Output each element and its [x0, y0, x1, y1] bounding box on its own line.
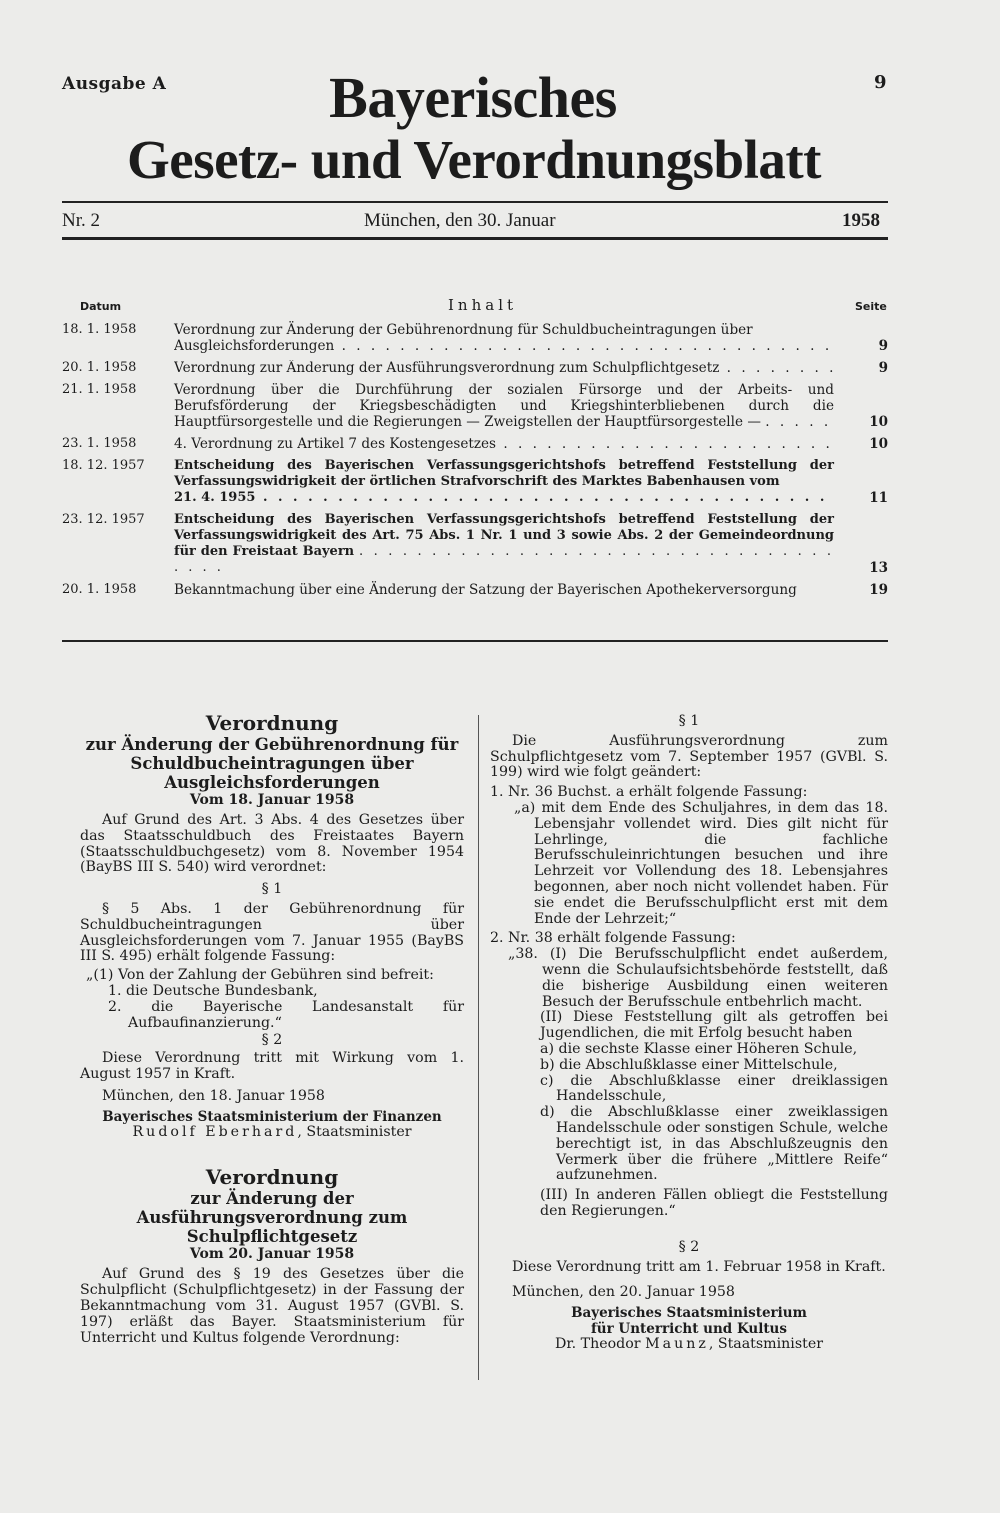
right-column: [490, 712, 888, 1353]
article1-ministry: Bayerisches Staatsministerium der Finanzen: [102, 1108, 442, 1125]
toc-entry-page: 9: [878, 360, 888, 376]
article2-title: Verordnung: [205, 1165, 339, 1190]
article2-section1-heading: § 1: [678, 713, 700, 729]
article1-section2-text: Diese Verordnung tritt mit Wirkung vom 1. August 1957 in Kraft.: [80, 1050, 464, 1082]
article2-list-b: b) die Abschlußklasse einer Mittelschule,: [540, 1056, 838, 1073]
masthead-rule-top: [62, 201, 888, 203]
article1-section1-text: § 5 Abs. 1 der Gebührenordnung für Schuldbucheintragungen über Ausgleichsforderungen vom 7. Januar 1955 (BayBS III S. 495) erhält folgende Fassung:: [80, 900, 464, 965]
article2-point1a: „a) mit dem Ende des Schuljahres, in dem das 18. Lebensjahr vollendet wird. Dies gilt nicht für Lehrlinge, die fachliche Berufsschuleinrichtungen besuchen und ihre Lehrzeit vor Vollendung des 18. Lebensjahres begonnen, aber noch nicht vollendet haben. Für sie endet die Berufsschulpflicht erst mit dem Ende der Lehrzeit;“: [514, 799, 888, 927]
toc-entry-page: 9: [878, 338, 888, 354]
toc-entry-date: 23. 1. 1958: [62, 436, 137, 451]
toc-entry-date: 18. 12. 1957: [62, 458, 145, 473]
toc-entry: [62, 436, 892, 452]
toc-entry-page: 13: [869, 560, 888, 576]
masthead-title-line2: Gesetz- und Verordnungsblatt: [127, 129, 821, 190]
article2-point38-3: (III) In anderen Fällen obliegt die Feststellung den Regierungen.“: [540, 1187, 888, 1219]
table-of-contents: [62, 322, 892, 604]
toc-entry-text: Entscheidung des Bayerischen Verfassungsgerichtshofs betreffend Feststellung der Verfassungswidrigkeit der örtlichen Strafvorschrift des Marktes Babenhausen vom 21. 4. 1955 . . .: [174, 458, 834, 506]
toc-entry-text: Verordnung über die Durchführung der sozialen Fürsorge und der Arbeits- und Berufsförderung der Kriegsbeschädigten und Kriegshinterbliebenen durch die Hauptfürsorgestelle und die Regierungen — Zweigstellen der Hauptfürsorgestelle — . . . . .: [174, 382, 834, 430]
article1-item2: 2. die Bayerische Landesanstalt für Aufbaufinanzierung.“: [108, 998, 464, 1031]
article1-section2-heading: § 2: [261, 1032, 283, 1049]
article2-sign-date: München, den 20. Januar 1958: [512, 1284, 735, 1301]
toc-header-date: Datum: [80, 300, 122, 313]
masthead-rule-bottom: [62, 237, 888, 240]
article1-date: Vom 18. Januar 1958: [189, 792, 355, 808]
article1-title: Verordnung: [205, 711, 339, 735]
toc-entry-text: Verordnung zur Änderung der Gebührenordnung für Schuldbucheintragungen über Ausgleichsforderungen . . .: [174, 322, 834, 354]
article2-list-d: d) die Abschlußklasse einer zweiklassigen Handelsschule oder sonstigen Schule, welche berechtigt ist, in das Abschlußzeugnis den Vermerk über die frühere „Mittlere Reife“ aufzunehmen.: [540, 1104, 888, 1184]
left-column: [80, 712, 464, 1346]
toc-entry-date: 20. 1. 1958: [62, 582, 137, 597]
edition-label: Ausgabe A: [62, 74, 167, 94]
article2-point38: „38. (I) Die Berufsschulpflicht endet außerdem, wenn die Schulaufsichtsbehörde feststellt, daß die bisherige Ausbildung einen weiteren Besuch der Berufsschule entbehrlich macht.: [508, 946, 888, 1010]
column-divider: [478, 715, 479, 1380]
issue-number: Nr. 2: [62, 210, 100, 231]
article2-minister: Dr. Theodor Maunz, Staatsminister: [555, 1336, 823, 1353]
article2-subtitle: zur Änderung der Ausführungsverordnung zum Schulpflichtgesetz: [136, 1189, 408, 1247]
toc-header-title: Inhalt: [448, 296, 518, 314]
article2-list-c: c) die Abschlußklasse einer dreiklassigen Handelsschule,: [540, 1072, 888, 1105]
toc-entry-date: 21. 1. 1958: [62, 382, 137, 397]
toc-entry-text: Bekanntmachung über eine Änderung der Satzung der Bayerischen Apothekerversorgung: [174, 582, 797, 598]
toc-entry-page: 11: [869, 490, 888, 506]
article1-sign-date: München, den 18. Januar 1958: [102, 1087, 325, 1104]
article1-intro: Auf Grund des Art. 3 Abs. 4 des Gesetzes über das Staatsschuldbuch des Freistaates Bayern (Staatsschuldbuchgesetz) vom 8. November 1954 (BayBS III S. 540) wird verordnet:: [80, 812, 464, 876]
toc-bottom-rule: [62, 640, 888, 642]
issue-year: 1958: [842, 210, 880, 231]
article1-subtitle: zur Änderung der Gebührenordnung für Schuldbucheintragungen über Ausgleichsforderungen: [85, 735, 459, 792]
article2-point1: 1. Nr. 36 Buchst. a erhält folgende Fassung:: [490, 784, 808, 801]
toc-entry: [62, 512, 892, 576]
toc-entry-page: 10: [869, 414, 888, 430]
article1-quote: „(1) Von der Zahlung der Gebühren sind befreit:: [86, 967, 434, 984]
article2-date: Vom 20. Januar 1958: [189, 1246, 355, 1263]
toc-entry-page: 10: [869, 436, 888, 452]
toc-header-page: Seite: [855, 300, 887, 313]
article1-section1-heading: § 1: [261, 881, 283, 898]
article2-section2-text: Diese Verordnung tritt am 1. Februar 1958 in Kraft.: [512, 1258, 886, 1275]
toc-entry: [62, 582, 892, 598]
toc-entry: [62, 322, 892, 354]
article2-intro: Auf Grund des § 19 des Gesetzes über die Schulpflicht (Schulpflichtgesetz) in der Fassung der Bekanntmachung vom 31. August 1957 (GVBl. S. 197) erläßt das Bayer. Staatsministerium für Unterricht und Kultus folgende Verordnung:: [80, 1266, 464, 1346]
article1-item1: 1. die Deutsche Bundesbank,: [108, 982, 318, 999]
toc-entry: [62, 382, 892, 430]
toc-entry-page: 19: [869, 582, 888, 598]
toc-entry-text: 4. Verordnung zu Artikel 7 des Kostengesetzes . . .: [174, 436, 834, 452]
toc-entry: [62, 458, 892, 506]
article1-minister: Rudolf Eberhard, Staatsminister: [132, 1123, 412, 1140]
article2-section2-heading: § 2: [678, 1238, 700, 1255]
article2-ministry-line2: für Unterricht und Kultus: [591, 1321, 787, 1338]
article2-list-a: a) die sechste Klasse einer Höheren Schule,: [540, 1040, 858, 1057]
article2-point38-2: (II) Diese Feststellung gilt als getroffen bei Jugendlichen, die mit Erfolg besucht haben: [540, 1009, 888, 1042]
masthead-title-line1: Bayerisches: [329, 65, 617, 130]
toc-entry-text: Verordnung zur Änderung der Ausführungsverordnung zum Schulpflichtgesetz . . .: [174, 360, 834, 376]
article2-point2: 2. Nr. 38 erhält folgende Fassung:: [490, 930, 736, 947]
toc-entry: [62, 360, 892, 376]
article2-ministry-line1: Bayerisches Staatsministerium: [571, 1305, 807, 1322]
issue-place-date: München, den 30. Januar: [364, 210, 556, 231]
toc-entry-date: 23. 12. 1957: [62, 512, 145, 527]
toc-entry-text: Entscheidung des Bayerischen Verfassungsgerichtshofs betreffend Feststellung der Verfassungswidrigkeit des Art. 75 Abs. 1 Nr. 1 und 3 sowie Abs. 2 der Gemeindeordnung für den Freistaat Bayern . . . . . . . . . . . . . . . . . . . . . . . . . . . . . . . . . . . . .: [174, 512, 834, 575]
toc-entry-date: 20. 1. 1958: [62, 360, 137, 375]
page-number: 9: [874, 72, 887, 93]
article2-section1-text: Die Ausführungsverordnung zum Schulpflichtgesetz vom 7. September 1957 (GVBl. S. 199) wird wie folgt geändert:: [490, 732, 888, 781]
toc-entry-date: 18. 1. 1958: [62, 322, 137, 337]
